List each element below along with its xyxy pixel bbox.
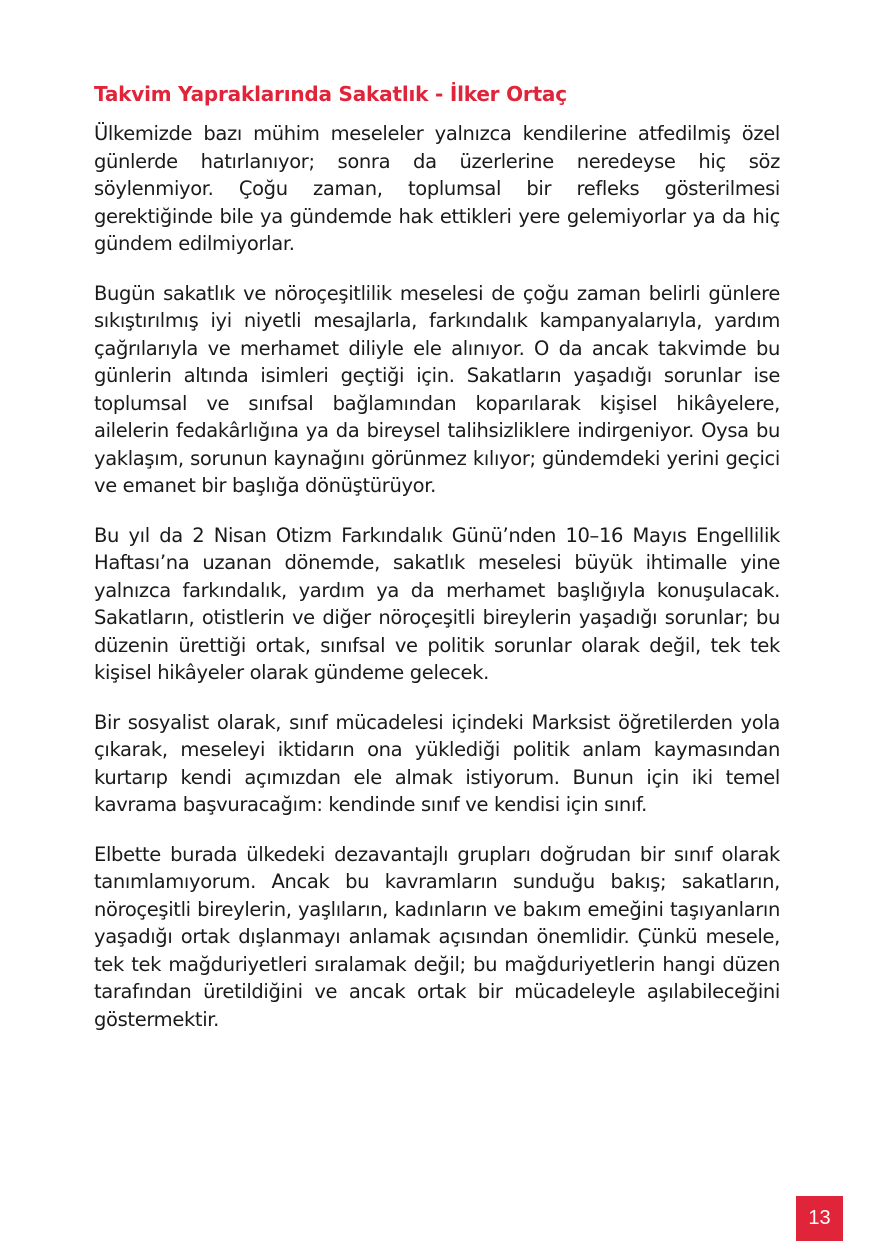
paragraph-4: Bir sosyalist olarak, sınıf mücadelesi içindeki Marksist öğretilerden yola çıkarak, meseleyi iktidarın ona yüklediği politik anlam kaymasından kurtarıp kendi açımızdan ele almak istiyorum. Bunun için iki temel kavrama başvuracağım: kendinde sınıf ve kendisi için sınıf.	[94, 710, 780, 816]
paragraph-2: Bugün sakatlık ve nöroçeşitlilik meselesi de çoğu zaman belirli günlere sıkıştırılmış iyi niyetli mesajlarla, farkındalık kampanyalarıyla, yardım çağrılarıyla ve merhamet diliyle ele alınıyor. O da ancak takvimde bu günlerin altında isimleri geçtiği için. Sakatların yaşadığı sorunlar ise toplumsal ve sınıfsal bağlamından koparılarak kişisel hikâyelere, ailelerin fedakârlığına ya da bireysel talihsizliklere indirgeniyor. Oysa bu yaklaşım, sorunun kaynağını görünmez kılıyor; gündemdeki yerini geçici ve emanet bir başlığa dönüştürüyor.	[94, 281, 780, 497]
article	[94, 80, 780, 1055]
paragraph-3: Bu yıl da 2 Nisan Otizm Farkındalık Günü’nden 10–16 Mayıs Engellilik Haftası’na uzanan dönemde, sakatlık meselesi büyük ihtimalle yine yalnızca farkındalık, yardım ya da merhamet başlığıyla konuşulacak. Sakatların, otistlerin ve diğer nöroçeşitli bireylerin yaşadığı sorunlar; bu düzenin ürettiği ortak, sınıfsal ve politik sorunlar olarak değil, tek tek kişisel hikâyeler olarak gündeme gelecek.	[94, 523, 780, 684]
paragraph-1: Ülkemizde bazı mühim meseleler yalnızca kendilerine atfedilmiş özel günlerde hatırlanıyor; sonra da üzerlerine neredeyse hiç söz söylenmiyor. Çoğu zaman, toplumsal bir refleks gösterilmesi gerektiğinde bile ya gündemde hak ettikleri yere gelemiyorlar ya da hiç gündem edilmiyorlar.	[94, 122, 780, 255]
article-title: Takvim Yapraklarında Sakatlık - İlker Ortaç	[94, 82, 567, 106]
paragraph-5: Elbette burada ülkedeki dezavantajlı grupları doğrudan bir sınıf olarak tanımlamıyorum. Ancak bu kavramların sunduğu bakış; sakatların, nöroçeşitli bireylerin, yaşlıların, kadınların ve bakım emeğini taşıyanların yaşadığı ortak dışlanmayı anlamak açısından önemlidir. Çünkü mesele, tek tek mağduriyetleri sıralamak değil; bu mağduriyetlerin hangi düzen tarafından üretildiğini ve ancak ortak bir mücadeleyle aşılabileceğini göstermektir.	[94, 842, 780, 1031]
page-number-badge: 13	[796, 1196, 843, 1241]
